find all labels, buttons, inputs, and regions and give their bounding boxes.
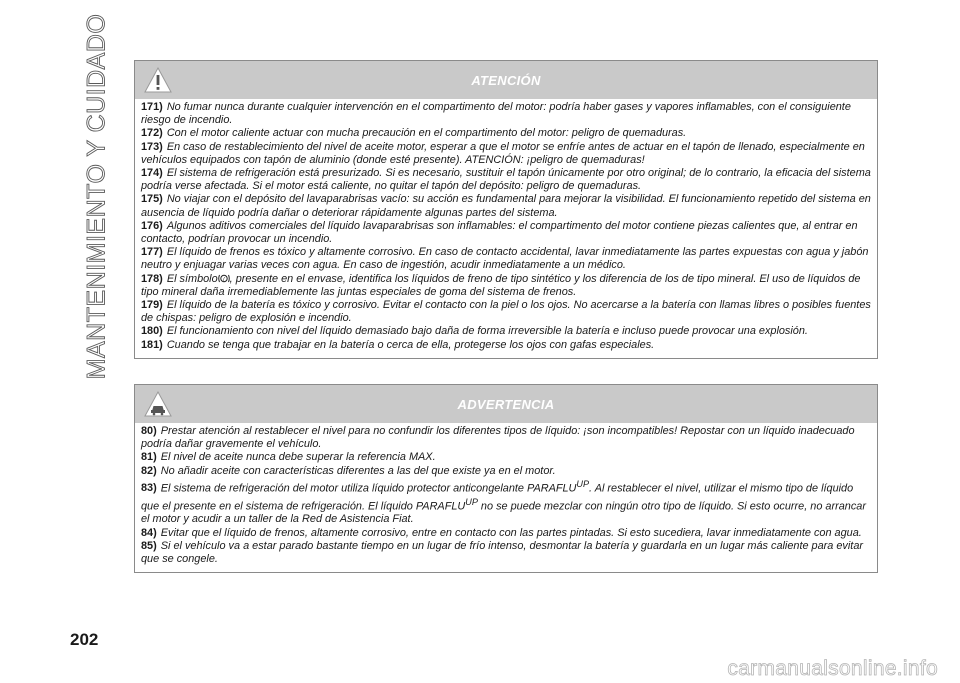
list-item — [141, 299, 871, 325]
list-item — [141, 478, 871, 527]
item-text: Algunos aditivos comerciales del líquido lavaparabrisas son inflamables: el compartimento del motor contiene piezas calientes que, al entrar en contacto, podrían provocar un incendio. — [141, 219, 858, 246]
item-text-after: , presente en el envase, identifica los líquidos de freno de tipo sintético y los diferencia de los de tipo mineral. El uso de líquidos de tipo mineral daña irremediablemente las juntas especiales de goma del sistema de frenos. — [141, 272, 861, 298]
item-text: Prestar atención al restablecer el nivel para no confundir los diferentes tipos de líquido: ¡son incompatibles! Repostar con un líquido inadecuado podría dañar gravemente el vehículo. — [141, 425, 855, 451]
superscript-up: UP — [576, 478, 590, 489]
warning-triangle-icon — [143, 65, 173, 95]
item-number: 174) — [141, 167, 163, 180]
list-item — [141, 167, 871, 193]
item-text: En caso de restablecimiento del nivel de aceite motor, esperar a que el motor se enfríe antes de actuar en el tapón de llenado, especialmente en vehículos equipados con tapón de aluminio (donde esté presente). ATENCIÓN: ¡peligro de quemaduras! — [141, 140, 865, 166]
chapter-side-title — [82, 13, 111, 379]
list-item — [141, 193, 871, 219]
item-text: El líquido de la batería es tóxico y corrosivo. Evitar el contacto con la piel o los ojos. No acercarse a la batería con llamas libres o posibles fuentes de chispas: peligro de explosión e incendio. — [141, 299, 871, 325]
item-number: 83) — [141, 482, 157, 495]
item-number: 179) — [141, 299, 163, 312]
item-number: 84) — [141, 526, 157, 539]
list-item — [141, 220, 871, 246]
item-number: 85) — [141, 539, 157, 552]
item-number: 81) — [141, 451, 157, 464]
list-item — [141, 246, 871, 272]
atencion-header — [135, 61, 877, 99]
item-number: 176) — [141, 219, 163, 232]
item-text: No viajar con el depósito del lavaparabrisas vacío: su acción es fundamental para mejorar la visibilidad. El funcionamiento repetido del sistema en ausencia de líquido podría dañar o deteriorar rápidamente algunas partes del sistema. — [141, 193, 871, 219]
item-number: 171) — [141, 101, 163, 113]
list-item — [141, 451, 871, 464]
list-item — [141, 527, 871, 540]
item-text: El líquido de frenos es tóxico y altamente corrosivo. En caso de contacto accidental, lavar inmediatamente las partes expuestas con agua y jabón neutro y enjuagar varias veces con agua. En caso de ingestión, acudir inmediatamente a un médico. — [141, 246, 869, 272]
item-text: El sistema de refrigeración está presurizado. Si es necesario, sustituir el tapón únicamente por otro original; de lo contrario, la eficacia del sistema podría verse afectada. Si el motor está caliente, no quitar el tapón del depósito: peligro de quemaduras. — [141, 167, 871, 193]
item-text: Evitar que el líquido de frenos, altamente corrosivo, entre en contacto con las partes pintadas. Si esto sucediera, lavar inmediatamente con agua. — [160, 526, 862, 539]
atencion-title: ATENCIÓN — [471, 72, 541, 88]
item-text-b: . Al restablecer el nivel, utilizar el mismo tipo de líquido que el presente en el sistema de refrigeración. El líquido PARAFLU — [141, 482, 854, 513]
item-text: Con el motor caliente actuar con mucha precaución en el compartimento del motor: peligro de quemaduras. — [166, 127, 687, 140]
advertencia-list — [135, 423, 877, 572]
list-item — [141, 101, 871, 127]
item-text-before: El símbolo — [166, 272, 218, 285]
list-item — [141, 273, 871, 299]
brake-fluid-symbol-icon — [218, 273, 230, 284]
item-text-a: El sistema de refrigeración del motor utiliza líquido protector anticongelante PARAFLU — [160, 482, 577, 495]
list-item — [141, 425, 871, 451]
list-item — [141, 465, 871, 478]
item-number: 175) — [141, 193, 163, 206]
list-item — [141, 127, 871, 140]
item-number: 177) — [141, 246, 163, 259]
list-item — [141, 141, 871, 167]
item-number: 180) — [141, 325, 163, 338]
car-warning-icon — [143, 389, 173, 419]
item-text: El nivel de aceite nunca debe superar la referencia MAX. — [160, 451, 436, 464]
item-number: 80) — [141, 425, 157, 437]
atencion-box — [134, 60, 878, 359]
item-text: No añadir aceite con características diferentes a las del que existe ya en el motor. — [160, 464, 556, 477]
item-text: Si el vehículo va a estar parado bastante tiempo en un lugar de frío intenso, desmontar la batería y guardarla en un lugar más caliente para evitar que se congele. — [141, 539, 864, 566]
item-number: 172) — [141, 127, 163, 140]
advertencia-box — [134, 384, 878, 573]
atencion-list — [135, 99, 877, 358]
list-item — [141, 325, 871, 338]
superscript-up: UP — [465, 496, 478, 507]
chapter-side-title-text: MANTENIMIENTO Y CUIDADO — [82, 13, 111, 379]
list-item — [141, 540, 871, 566]
item-text: El funcionamiento con nivel del líquido demasiado bajo daña de forma irreversible la batería e incluso puede provocar una explosión. — [166, 325, 808, 338]
svg-text:(: ( — [222, 275, 225, 281]
item-number: 82) — [141, 464, 157, 477]
item-number: 173) — [141, 140, 163, 153]
advertencia-header — [135, 385, 877, 423]
item-text: No fumar nunca durante cualquier intervención en el compartimento del motor: podría haber gases y vapores inflamables, con el consiguiente riesgo de incendio. — [141, 101, 851, 127]
advertencia-title: ADVERTENCIA — [457, 396, 555, 412]
list-item — [141, 339, 871, 352]
item-number: 178) — [141, 272, 163, 285]
page-number: 202 — [70, 630, 99, 649]
item-text-c: no se puede mezclar con ningún otro tipo de líquido. Si esto ocurre, no arrancar el motor y acudir a un taller de la Red de Asistencia Fiat. — [141, 500, 866, 526]
item-text: Cuando se tenga que trabajar en la batería o cerca de ella, protegerse los ojos con gafas especiales. — [166, 338, 655, 351]
watermark: carmanualsonline.info — [727, 657, 938, 680]
item-number: 181) — [141, 338, 163, 351]
